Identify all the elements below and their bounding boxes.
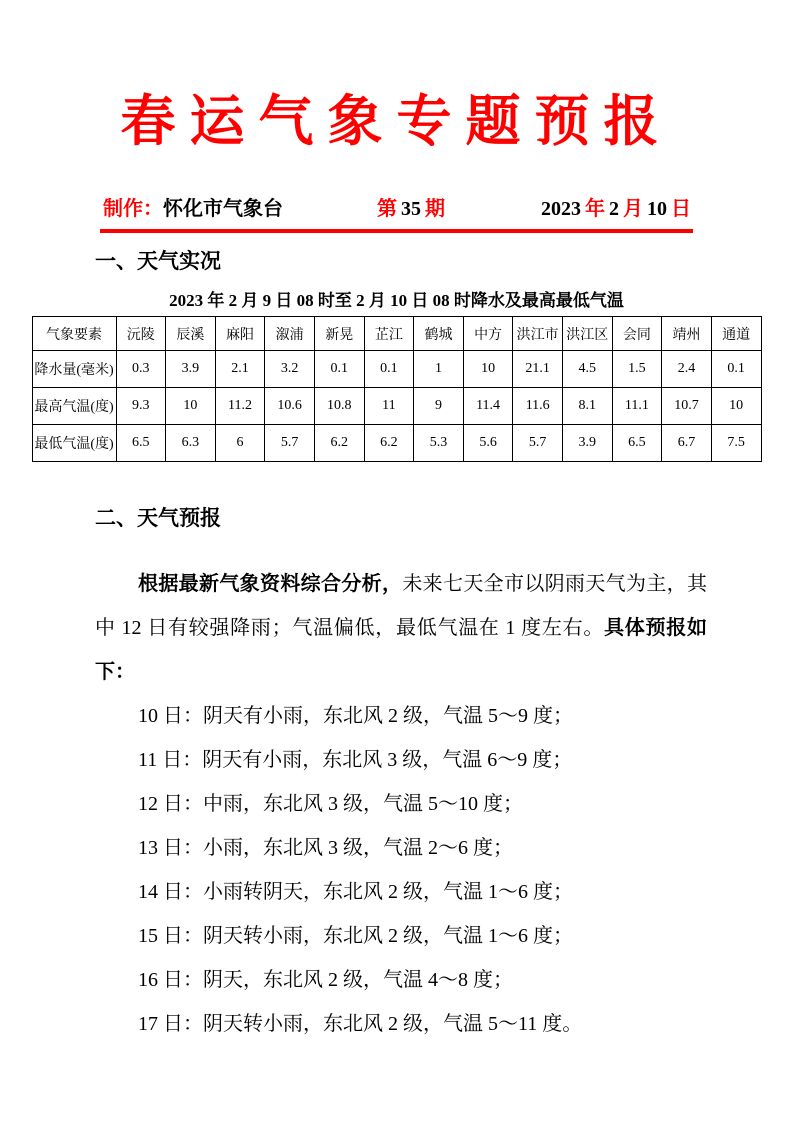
cell: 7.5 (711, 425, 761, 462)
document-title: 春运气象专题预报 (120, 88, 673, 153)
cell: 5.7 (265, 425, 315, 462)
cell: 11 (364, 388, 414, 425)
col-header: 中方 (463, 317, 513, 351)
weather-table (32, 316, 762, 462)
cell: 21.1 (513, 351, 563, 388)
col-header: 气象要素 (32, 317, 116, 351)
summary-body: 未来七天全市以阴雨天气为主，其中 12 日有较强降雨；气温偏低，最低气温在 1 度左右。 (95, 572, 708, 639)
summary-lead: 根据最新气象资料综合分析， (138, 572, 403, 595)
row-header: 最高气温(度) (32, 388, 116, 425)
cell: 5.6 (463, 425, 513, 462)
cell: 11.4 (463, 388, 513, 425)
forecast-list (95, 694, 707, 1046)
cell: 4.5 (562, 351, 612, 388)
col-header: 会同 (612, 317, 662, 351)
cell: 8.1 (562, 388, 612, 425)
summary-tail: 具体预报如下： (95, 616, 708, 683)
date-line (539, 196, 693, 222)
cell: 10 (463, 351, 513, 388)
cell: 3.2 (265, 351, 315, 388)
producer-name: 怀化市气象台 (163, 198, 283, 221)
table-row-min-temp (32, 425, 761, 462)
cell: 5.3 (414, 425, 464, 462)
col-header: 鹤城 (414, 317, 464, 351)
red-divider (100, 229, 693, 233)
date-day-unit: 日 (671, 198, 691, 221)
weather-table-title: 2023 年 2 月 9 日 08 时至 2 月 10 日 08 时降水及最高最低气温 (169, 291, 624, 311)
row-header: 最低气温(度) (32, 425, 116, 462)
cell: 1.5 (612, 351, 662, 388)
forecast-line-day12: 12 日：中雨，东北风 3 级，气温 5～10 度； (138, 792, 523, 815)
forecast-line-day14: 14 日：小雨转阴天，东北风 2 级，气温 1～6 度； (138, 880, 573, 903)
cell: 9 (414, 388, 464, 425)
date-day: 10 (647, 198, 667, 221)
cell: 2.1 (215, 351, 265, 388)
date-month-unit: 月 (623, 198, 643, 221)
table-header-row (32, 317, 761, 351)
cell: 10 (711, 388, 761, 425)
issue-prefix: 第 (377, 198, 397, 221)
forecast-line-day11: 11 日：阴天有小雨，东北风 3 级，气温 6～9 度； (138, 748, 573, 771)
cell: 6.3 (166, 425, 216, 462)
cell: 9.3 (116, 388, 166, 425)
col-header: 洪江区 (562, 317, 612, 351)
cell: 6.7 (662, 425, 712, 462)
col-header: 靖州 (662, 317, 712, 351)
cell: 0.3 (116, 351, 166, 388)
forecast-line-day15: 15 日：阴天转小雨，东北风 2 级，气温 1～6 度； (138, 924, 573, 947)
masthead (103, 196, 693, 222)
forecast-line-day16: 16 日：阴天，东北风 2 级，气温 4～8 度； (138, 968, 513, 991)
cell: 6 (215, 425, 265, 462)
table-row-max-temp (32, 388, 761, 425)
cell: 11.2 (215, 388, 265, 425)
section1-heading: 一、天气实况 (95, 249, 221, 274)
cell: 2.4 (662, 351, 712, 388)
forecast-line-day17: 17 日：阴天转小雨，东北风 2 级，气温 5～11 度。 (138, 1012, 583, 1035)
cell: 11.6 (513, 388, 563, 425)
date-year-unit: 年 (585, 198, 605, 221)
cell: 11.1 (612, 388, 662, 425)
forecast-line-day10: 10 日：阴天有小雨，东北风 2 级，气温 5～9 度； (138, 704, 573, 727)
issue-line (375, 196, 447, 222)
col-header: 溆浦 (265, 317, 315, 351)
date-year: 2023 (541, 198, 581, 221)
cell: 1 (414, 351, 464, 388)
cell: 6.5 (612, 425, 662, 462)
issue-number: 35 (401, 198, 421, 221)
col-header: 洪江市 (513, 317, 563, 351)
forecast-summary-paragraph (95, 562, 707, 694)
cell: 6.2 (364, 425, 414, 462)
cell: 10.8 (314, 388, 364, 425)
cell: 3.9 (166, 351, 216, 388)
producer-label: 制作： (103, 198, 163, 221)
col-header: 沅陵 (116, 317, 166, 351)
table-row-precipitation (32, 351, 761, 388)
cell: 6.2 (314, 425, 364, 462)
forecast-line-day13: 13 日：小雨，东北风 3 级，气温 2～6 度； (138, 836, 513, 859)
col-header: 芷江 (364, 317, 414, 351)
col-header: 新晃 (314, 317, 364, 351)
issue-suffix: 期 (425, 198, 445, 221)
cell: 0.1 (711, 351, 761, 388)
col-header: 通道 (711, 317, 761, 351)
cell: 6.5 (116, 425, 166, 462)
cell: 10.6 (265, 388, 315, 425)
producer-line (103, 196, 283, 222)
cell: 5.7 (513, 425, 563, 462)
col-header: 麻阳 (215, 317, 265, 351)
row-header: 降水量(毫米) (32, 351, 116, 388)
cell: 0.1 (314, 351, 364, 388)
cell: 0.1 (364, 351, 414, 388)
col-header: 辰溪 (166, 317, 216, 351)
cell: 3.9 (562, 425, 612, 462)
section2-heading: 二、天气预报 (95, 506, 221, 531)
cell: 10.7 (662, 388, 712, 425)
cell: 10 (166, 388, 216, 425)
date-month: 2 (609, 198, 619, 221)
